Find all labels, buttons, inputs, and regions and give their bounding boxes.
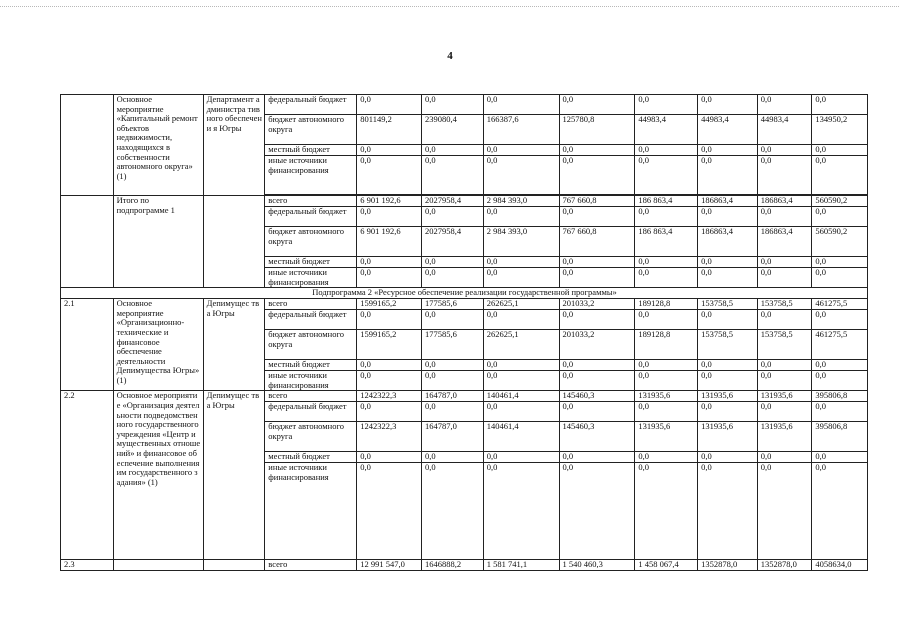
value-cell: 0,0 — [757, 257, 812, 268]
budget-table — [60, 94, 868, 571]
value-cell: 4058634,0 — [812, 560, 868, 571]
value-cell: 0,0 — [635, 310, 698, 330]
value-cell: 0,0 — [757, 95, 812, 115]
value-cell: 0,0 — [757, 207, 812, 227]
value-cell: 186863,4 — [698, 227, 758, 257]
value-cell: 0,0 — [483, 268, 559, 288]
value-cell: 0,0 — [698, 402, 758, 422]
value-cell: 262625,1 — [483, 330, 559, 360]
value-cell: 0,0 — [698, 310, 758, 330]
value-cell: 0,0 — [698, 156, 758, 195]
value-cell: 0,0 — [357, 95, 422, 115]
funding-source-cell: иные источники финансирования — [265, 268, 357, 288]
value-cell: 0,0 — [559, 452, 635, 463]
value-cell: 134950,2 — [812, 115, 868, 145]
value-cell: 0,0 — [698, 463, 758, 560]
value-cell: 0,0 — [757, 145, 812, 156]
value-cell: 0,0 — [422, 310, 484, 330]
value-cell: 0,0 — [812, 156, 868, 195]
department-cell: Депимущес тва Югры — [203, 391, 265, 560]
value-cell: 1242322,3 — [357, 422, 422, 452]
value-cell: 0,0 — [757, 463, 812, 560]
table-row — [61, 560, 868, 571]
value-cell: 0,0 — [635, 452, 698, 463]
value-cell: 0,0 — [635, 268, 698, 288]
value-cell: 0,0 — [483, 207, 559, 227]
value-cell: 0,0 — [812, 145, 868, 156]
funding-source-cell: местный бюджет — [265, 360, 357, 371]
value-cell: 0,0 — [483, 402, 559, 422]
value-cell: 0,0 — [812, 95, 868, 115]
value-cell: 0,0 — [812, 268, 868, 288]
value-cell: 0,0 — [483, 310, 559, 330]
value-cell: 0,0 — [757, 402, 812, 422]
value-cell: 131935,6 — [635, 422, 698, 452]
funding-source-cell: иные источники финансирования — [265, 156, 357, 195]
value-cell: 0,0 — [559, 268, 635, 288]
value-cell: 0,0 — [422, 207, 484, 227]
value-cell: 0,0 — [635, 371, 698, 391]
value-cell: 164787,0 — [422, 422, 484, 452]
value-cell: 131935,6 — [635, 391, 698, 402]
value-cell: 189128,8 — [635, 330, 698, 360]
measure-name-cell: Основное мероприятие «Организационно-технические и финансовое обеспечение деятельности Депимущества Югры» (1) — [113, 299, 203, 391]
funding-source-cell: иные источники финансирования — [265, 371, 357, 391]
value-cell: 153758,5 — [698, 330, 758, 360]
value-cell: 767 660,8 — [559, 196, 635, 207]
subprogram-header: Подпрограмма 2 «Ресурсное обеспечение реализации государственной программы» — [61, 288, 868, 299]
value-cell: 2027958,4 — [422, 196, 484, 207]
value-cell: 0,0 — [812, 257, 868, 268]
value-cell: 0,0 — [422, 95, 484, 115]
value-cell: 166387,6 — [483, 115, 559, 145]
value-cell: 0,0 — [812, 371, 868, 391]
row-number-cell — [61, 95, 114, 196]
measure-name-cell — [113, 560, 203, 571]
funding-source-cell: всего — [265, 560, 357, 571]
value-cell: 1599165,2 — [357, 299, 422, 310]
value-cell: 131935,6 — [757, 391, 812, 402]
funding-source-cell: местный бюджет — [265, 452, 357, 463]
value-cell: 164787,0 — [422, 391, 484, 402]
value-cell: 0,0 — [559, 310, 635, 330]
value-cell: 0,0 — [698, 95, 758, 115]
value-cell: 186863,4 — [757, 196, 812, 207]
value-cell: 177585,6 — [422, 330, 484, 360]
value-cell: 2027958,4 — [422, 227, 484, 257]
funding-source-cell: бюджет автономного округа — [265, 115, 357, 145]
value-cell: 0,0 — [698, 207, 758, 227]
value-cell: 560590,2 — [812, 196, 868, 207]
row-number-cell: 2.1 — [61, 299, 114, 391]
value-cell: 0,0 — [559, 145, 635, 156]
funding-source-cell: всего — [265, 299, 357, 310]
value-cell: 0,0 — [812, 310, 868, 330]
value-cell: 0,0 — [812, 402, 868, 422]
value-cell: 0,0 — [357, 402, 422, 422]
value-cell: 0,0 — [698, 452, 758, 463]
value-cell: 0,0 — [559, 463, 635, 560]
funding-source-cell: всего — [265, 391, 357, 402]
funding-source-cell: местный бюджет — [265, 257, 357, 268]
value-cell: 0,0 — [422, 145, 484, 156]
value-cell: 0,0 — [757, 156, 812, 195]
value-cell: 44983,4 — [635, 115, 698, 145]
value-cell: 0,0 — [483, 95, 559, 115]
value-cell: 145460,3 — [559, 422, 635, 452]
funding-source-cell: всего — [265, 196, 357, 207]
value-cell: 186863,4 — [698, 196, 758, 207]
value-cell: 0,0 — [812, 207, 868, 227]
table-row — [61, 391, 868, 402]
measure-name-cell: Основное мероприятие «Организация деятельности подведомственного государственного учреждения «Центр имущественных отношений» и финансовое обеспечение выполнения им государственного задания» (1) — [113, 391, 203, 560]
value-cell: 0,0 — [483, 145, 559, 156]
value-cell: 201033,2 — [559, 299, 635, 310]
value-cell: 0,0 — [422, 402, 484, 422]
value-cell: 0,0 — [357, 463, 422, 560]
funding-source-cell: федеральный бюджет — [265, 310, 357, 330]
value-cell: 262625,1 — [483, 299, 559, 310]
value-cell: 0,0 — [559, 360, 635, 371]
value-cell: 0,0 — [483, 463, 559, 560]
value-cell: 153758,5 — [698, 299, 758, 310]
value-cell: 0,0 — [422, 156, 484, 195]
value-cell: 0,0 — [559, 156, 635, 195]
value-cell: 1 458 067,4 — [635, 560, 698, 571]
value-cell: 6 901 192,6 — [357, 227, 422, 257]
value-cell: 131935,6 — [698, 391, 758, 402]
value-cell: 0,0 — [422, 463, 484, 560]
value-cell: 767 660,8 — [559, 227, 635, 257]
value-cell: 0,0 — [483, 156, 559, 195]
scan-edge-line — [0, 6, 899, 7]
value-cell: 0,0 — [635, 156, 698, 195]
department-cell: Департамент администра тивного обеспечени я Югры — [203, 95, 265, 196]
value-cell: 1646888,2 — [422, 560, 484, 571]
funding-source-cell: федеральный бюджет — [265, 402, 357, 422]
value-cell: 0,0 — [422, 268, 484, 288]
value-cell: 801149,2 — [357, 115, 422, 145]
department-cell — [203, 560, 265, 571]
funding-source-cell: бюджет автономного округа — [265, 227, 357, 257]
value-cell: 186 863,4 — [635, 196, 698, 207]
value-cell: 2 984 393,0 — [483, 227, 559, 257]
value-cell: 44983,4 — [757, 115, 812, 145]
value-cell: 0,0 — [357, 268, 422, 288]
value-cell: 0,0 — [635, 207, 698, 227]
row-number-cell — [61, 196, 114, 288]
value-cell: 1352878,0 — [757, 560, 812, 571]
value-cell: 0,0 — [698, 257, 758, 268]
value-cell: 0,0 — [357, 452, 422, 463]
value-cell: 0,0 — [698, 360, 758, 371]
value-cell: 0,0 — [757, 360, 812, 371]
funding-source-cell: бюджет автономного округа — [265, 330, 357, 360]
value-cell: 0,0 — [357, 145, 422, 156]
value-cell: 44983,4 — [698, 115, 758, 145]
value-cell: 1242322,3 — [357, 391, 422, 402]
funding-source-cell: федеральный бюджет — [265, 207, 357, 227]
value-cell: 0,0 — [483, 360, 559, 371]
value-cell: 0,0 — [812, 360, 868, 371]
value-cell: 6 901 192,6 — [357, 196, 422, 207]
value-cell: 0,0 — [635, 402, 698, 422]
funding-source-cell: местный бюджет — [265, 145, 357, 156]
value-cell: 0,0 — [757, 310, 812, 330]
value-cell: 201033,2 — [559, 330, 635, 360]
value-cell: 153758,5 — [757, 330, 812, 360]
department-cell: Депимущес тва Югры — [203, 299, 265, 391]
value-cell: 0,0 — [483, 371, 559, 391]
value-cell: 0,0 — [635, 257, 698, 268]
row-number-cell: 2.3 — [61, 560, 114, 571]
value-cell: 0,0 — [635, 95, 698, 115]
value-cell: 0,0 — [357, 310, 422, 330]
value-cell: 1 581 741,1 — [483, 560, 559, 571]
value-cell: 239080,4 — [422, 115, 484, 145]
value-cell: 1 540 460,3 — [559, 560, 635, 571]
value-cell: 0,0 — [698, 268, 758, 288]
value-cell: 0,0 — [422, 452, 484, 463]
measure-name-cell: Основное мероприятие «Капитальный ремонт объектов недвижимости, находящихся в собственности автономного округа» (1) — [113, 95, 203, 196]
value-cell: 0,0 — [559, 371, 635, 391]
value-cell: 0,0 — [757, 268, 812, 288]
value-cell: 0,0 — [559, 257, 635, 268]
value-cell: 0,0 — [357, 371, 422, 391]
value-cell: 395806,8 — [812, 422, 868, 452]
value-cell: 0,0 — [483, 452, 559, 463]
table-row — [61, 299, 868, 310]
value-cell: 0,0 — [422, 371, 484, 391]
funding-source-cell: федеральный бюджет — [265, 95, 357, 115]
value-cell: 145460,3 — [559, 391, 635, 402]
value-cell: 140461,4 — [483, 391, 559, 402]
value-cell: 560590,2 — [812, 227, 868, 257]
value-cell: 0,0 — [812, 452, 868, 463]
value-cell: 0,0 — [635, 145, 698, 156]
value-cell: 461275,5 — [812, 330, 868, 360]
value-cell: 0,0 — [757, 371, 812, 391]
value-cell: 0,0 — [698, 371, 758, 391]
value-cell: 461275,5 — [812, 299, 868, 310]
value-cell: 140461,4 — [483, 422, 559, 452]
value-cell: 125780,8 — [559, 115, 635, 145]
value-cell: 2 984 393,0 — [483, 196, 559, 207]
value-cell: 0,0 — [698, 145, 758, 156]
value-cell: 0,0 — [757, 452, 812, 463]
value-cell: 189128,8 — [635, 299, 698, 310]
value-cell: 0,0 — [559, 207, 635, 227]
funding-source-cell: бюджет автономного округа — [265, 422, 357, 452]
total-name-cell: Итого по подпрограмме 1 — [113, 196, 203, 288]
value-cell: 0,0 — [357, 156, 422, 195]
table-row — [61, 95, 868, 115]
table-row — [61, 196, 868, 207]
value-cell: 12 991 547,0 — [357, 560, 422, 571]
value-cell: 0,0 — [635, 463, 698, 560]
value-cell: 131935,6 — [757, 422, 812, 452]
value-cell: 177585,6 — [422, 299, 484, 310]
value-cell: 0,0 — [812, 463, 868, 560]
value-cell: 0,0 — [635, 360, 698, 371]
value-cell: 186863,4 — [757, 227, 812, 257]
value-cell: 186 863,4 — [635, 227, 698, 257]
table-row — [61, 288, 868, 299]
value-cell: 1599165,2 — [357, 330, 422, 360]
value-cell: 0,0 — [357, 207, 422, 227]
department-cell — [203, 196, 265, 288]
value-cell: 0,0 — [357, 360, 422, 371]
value-cell: 131935,6 — [698, 422, 758, 452]
value-cell: 395806,8 — [812, 391, 868, 402]
value-cell: 153758,5 — [757, 299, 812, 310]
funding-source-cell: иные источники финансирования — [265, 463, 357, 560]
value-cell: 1352878,0 — [698, 560, 758, 571]
value-cell: 0,0 — [422, 257, 484, 268]
value-cell: 0,0 — [422, 360, 484, 371]
value-cell: 0,0 — [559, 402, 635, 422]
page-number: 4 — [447, 50, 453, 62]
value-cell: 0,0 — [559, 95, 635, 115]
row-number-cell: 2.2 — [61, 391, 114, 560]
value-cell: 0,0 — [357, 257, 422, 268]
value-cell: 0,0 — [483, 257, 559, 268]
